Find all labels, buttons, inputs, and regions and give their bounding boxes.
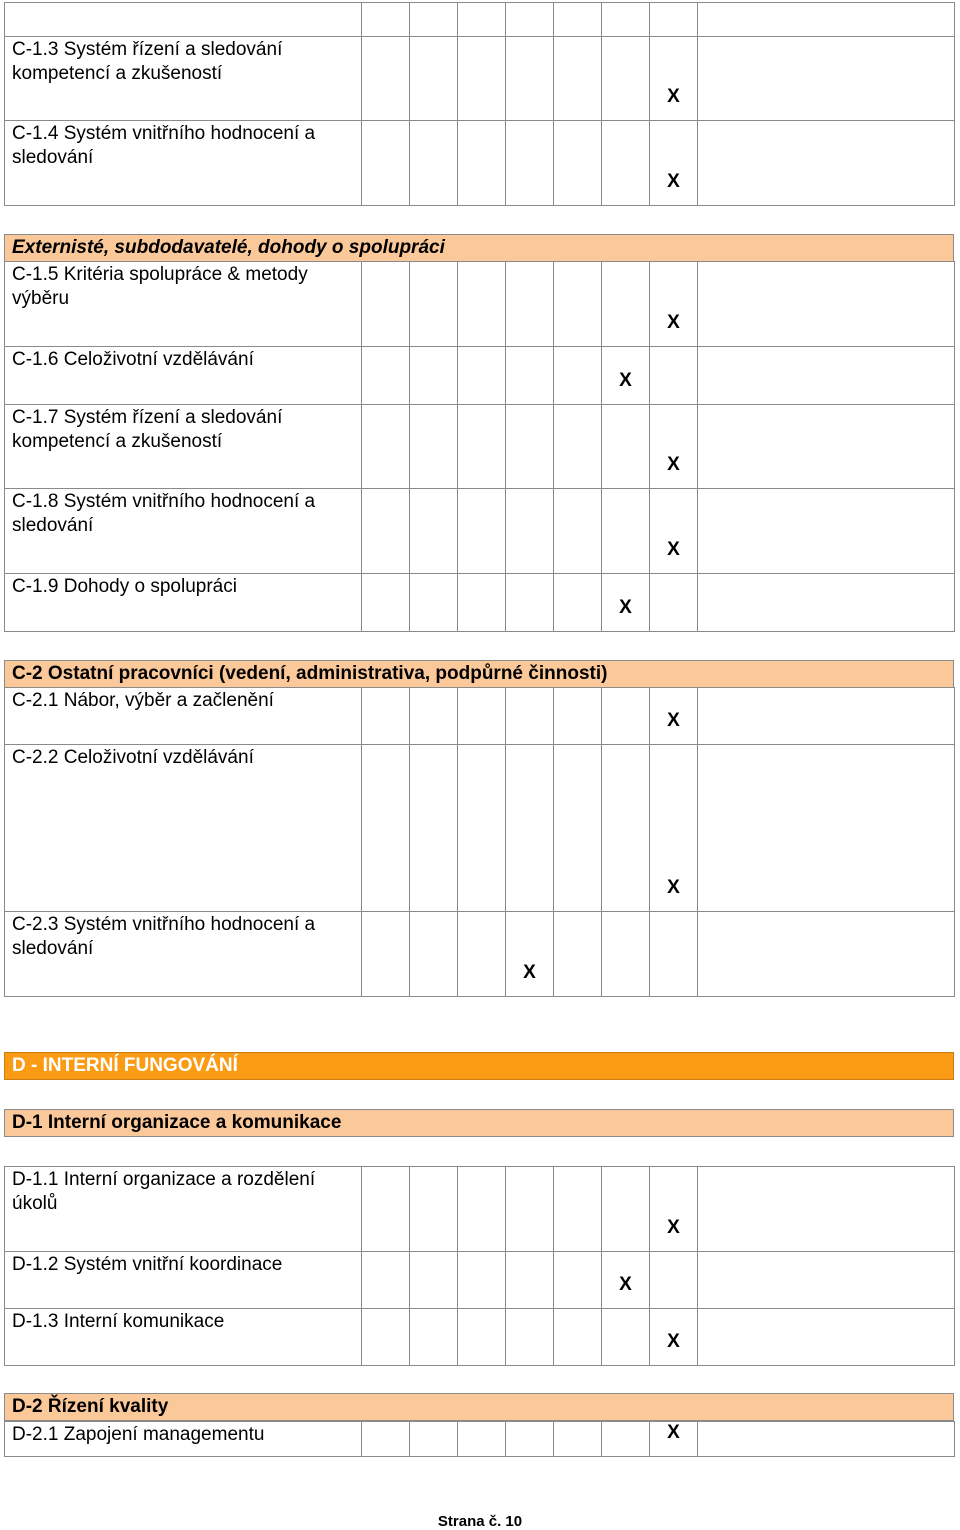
rating-cell: [458, 121, 506, 206]
rating-cell: [410, 1309, 458, 1366]
page-number: Strana č. 10: [437, 1513, 523, 1530]
criterion-label: D-2.1 Zapojení managementu: [5, 1422, 362, 1457]
rating-cell: [506, 745, 554, 912]
rating-cell: [698, 688, 955, 745]
criterion-label: [5, 3, 362, 37]
criterion-label: C-2.3 Systém vnitřního hodnocení a sledování: [5, 912, 362, 997]
table-row: [5, 574, 955, 632]
rating-cell: [458, 1309, 506, 1366]
rating-mark: X: [650, 262, 698, 347]
rating-cell: [458, 688, 506, 745]
rating-cell: [506, 688, 554, 745]
rating-cell: [362, 1309, 410, 1366]
table-row: [5, 1167, 955, 1252]
rating-cell: [650, 912, 698, 997]
rating-cell: [362, 405, 410, 489]
rating-cell: [410, 745, 458, 912]
rating-mark: X: [650, 688, 698, 745]
section-header: Externisté, subdodavatelé, dohody o spolupráci: [4, 234, 954, 262]
rating-mark: X: [650, 1309, 698, 1366]
section-header: D-2 Řízení kvality: [4, 1393, 954, 1421]
rating-cell: [602, 1422, 650, 1457]
criterion-label: D-1.3 Interní komunikace: [5, 1309, 362, 1366]
rating-mark: X: [650, 37, 698, 121]
rating-mark: X: [650, 1422, 698, 1457]
rating-cell: [458, 912, 506, 997]
rating-cell: [506, 574, 554, 632]
rating-cell: [458, 262, 506, 347]
rating-cell: [362, 1422, 410, 1457]
rating-cell: [602, 121, 650, 206]
rating-cell: [554, 347, 602, 405]
rating-cell: [410, 1422, 458, 1457]
checklist-table: [4, 261, 954, 632]
rating-cell: [458, 574, 506, 632]
rating-cell: [410, 262, 458, 347]
table-row: [5, 1309, 955, 1366]
rating-cell: [554, 912, 602, 997]
rating-mark: X: [602, 1252, 650, 1309]
rating-cell: [554, 574, 602, 632]
table-row: [5, 3, 955, 37]
rating-cell: [554, 745, 602, 912]
rating-cell: [698, 1167, 955, 1252]
rating-cell: [602, 688, 650, 745]
rating-cell: [410, 1252, 458, 1309]
rating-cell: [362, 1252, 410, 1309]
rating-cell: [362, 37, 410, 121]
rating-cell: [362, 688, 410, 745]
rating-cell: [698, 347, 955, 405]
checklist-table: [4, 2, 954, 206]
rating-cell: [554, 121, 602, 206]
rating-cell: [410, 405, 458, 489]
rating-cell: [458, 37, 506, 121]
criterion-label: C-1.4 Systém vnitřního hodnocení a sledování: [5, 121, 362, 206]
rating-cell: [650, 347, 698, 405]
rating-cell: [698, 1309, 955, 1366]
rating-cell: [554, 262, 602, 347]
criterion-label: C-1.3 Systém řízení a sledování kompetencí a zkušeností: [5, 37, 362, 121]
rating-cell: [698, 405, 955, 489]
rating-cell: [410, 347, 458, 405]
rating-cell: [458, 347, 506, 405]
rating-mark: X: [602, 347, 650, 405]
rating-cell: [506, 3, 554, 37]
table-row: [5, 405, 955, 489]
rating-cell: [410, 121, 458, 206]
rating-cell: [650, 1252, 698, 1309]
rating-cell: [698, 37, 955, 121]
criterion-label: D-1.2 Systém vnitřní koordinace: [5, 1252, 362, 1309]
rating-cell: [410, 3, 458, 37]
rating-cell: [698, 912, 955, 997]
table-row: [5, 1252, 955, 1309]
rating-cell: [410, 912, 458, 997]
table-row: [5, 262, 955, 347]
rating-cell: [362, 262, 410, 347]
rating-cell: [554, 405, 602, 489]
rating-cell: [554, 1422, 602, 1457]
criterion-label: C-2.2 Celoživotní vzdělávání: [5, 745, 362, 912]
rating-cell: [554, 1309, 602, 1366]
section-header: D - INTERNÍ FUNGOVÁNÍ: [4, 1052, 954, 1080]
table-row: [5, 121, 955, 206]
rating-cell: [698, 1422, 955, 1457]
rating-cell: [506, 121, 554, 206]
rating-cell: [602, 489, 650, 574]
rating-cell: [506, 1422, 554, 1457]
rating-cell: [650, 3, 698, 37]
rating-cell: [410, 574, 458, 632]
checklist-table: [4, 1166, 954, 1366]
rating-cell: [362, 3, 410, 37]
table-row: [5, 912, 955, 997]
rating-mark: X: [650, 745, 698, 912]
rating-cell: [410, 1167, 458, 1252]
rating-cell: [362, 745, 410, 912]
criterion-label: C-1.7 Systém řízení a sledování kompetencí a zkušeností: [5, 405, 362, 489]
rating-cell: [602, 1167, 650, 1252]
rating-cell: [458, 1167, 506, 1252]
rating-cell: [506, 347, 554, 405]
criterion-label: C-1.6 Celoživotní vzdělávání: [5, 347, 362, 405]
checklist-table: [4, 1421, 954, 1457]
rating-cell: [602, 3, 650, 37]
criterion-label: C-1.5 Kritéria spolupráce & metody výběru: [5, 262, 362, 347]
rating-cell: [602, 37, 650, 121]
rating-cell: [410, 37, 458, 121]
table-row: [5, 688, 955, 745]
rating-cell: [458, 405, 506, 489]
rating-cell: [698, 3, 955, 37]
rating-cell: [362, 121, 410, 206]
rating-cell: [506, 1167, 554, 1252]
rating-mark: X: [602, 574, 650, 632]
table-row: [5, 745, 955, 912]
table-row: [5, 489, 955, 574]
rating-cell: [698, 574, 955, 632]
table-row: [5, 1422, 955, 1457]
rating-cell: [458, 489, 506, 574]
rating-cell: [458, 1422, 506, 1457]
rating-cell: [362, 574, 410, 632]
rating-cell: [554, 489, 602, 574]
rating-cell: [698, 1252, 955, 1309]
rating-cell: [554, 1252, 602, 1309]
rating-cell: [458, 745, 506, 912]
rating-cell: [506, 1252, 554, 1309]
rating-cell: [650, 574, 698, 632]
rating-mark: X: [650, 405, 698, 489]
rating-cell: [554, 1167, 602, 1252]
rating-cell: [362, 489, 410, 574]
section-header: D-1 Interní organizace a komunikace: [4, 1109, 954, 1137]
section-header: C-2 Ostatní pracovníci (vedení, administrativa, podpůrné činnosti): [4, 660, 954, 688]
table-row: [5, 347, 955, 405]
rating-mark: X: [506, 912, 554, 997]
rating-cell: [506, 37, 554, 121]
rating-cell: [554, 688, 602, 745]
rating-cell: [602, 745, 650, 912]
table-row: [5, 37, 955, 121]
criterion-label: D-1.1 Interní organizace a rozdělení úkolů: [5, 1167, 362, 1252]
rating-cell: [362, 347, 410, 405]
rating-cell: [506, 262, 554, 347]
rating-cell: [698, 489, 955, 574]
rating-mark: X: [650, 1167, 698, 1252]
rating-mark: X: [650, 121, 698, 206]
rating-cell: [698, 121, 955, 206]
rating-cell: [362, 912, 410, 997]
rating-cell: [602, 912, 650, 997]
rating-cell: [506, 405, 554, 489]
rating-cell: [554, 37, 602, 121]
rating-cell: [458, 1252, 506, 1309]
rating-cell: [554, 3, 602, 37]
rating-cell: [602, 405, 650, 489]
criterion-label: C-1.8 Systém vnitřního hodnocení a sledování: [5, 489, 362, 574]
rating-cell: [506, 489, 554, 574]
criterion-label: C-1.9 Dohody o spolupráci: [5, 574, 362, 632]
rating-cell: [506, 1309, 554, 1366]
rating-cell: [602, 262, 650, 347]
rating-cell: [410, 688, 458, 745]
rating-cell: [410, 489, 458, 574]
checklist-table: [4, 687, 954, 997]
rating-cell: [458, 3, 506, 37]
rating-cell: [362, 1167, 410, 1252]
rating-cell: [602, 1309, 650, 1366]
rating-cell: [698, 262, 955, 347]
rating-cell: [698, 745, 955, 912]
criterion-label: C-2.1 Nábor, výběr a začlenění: [5, 688, 362, 745]
rating-mark: X: [650, 489, 698, 574]
